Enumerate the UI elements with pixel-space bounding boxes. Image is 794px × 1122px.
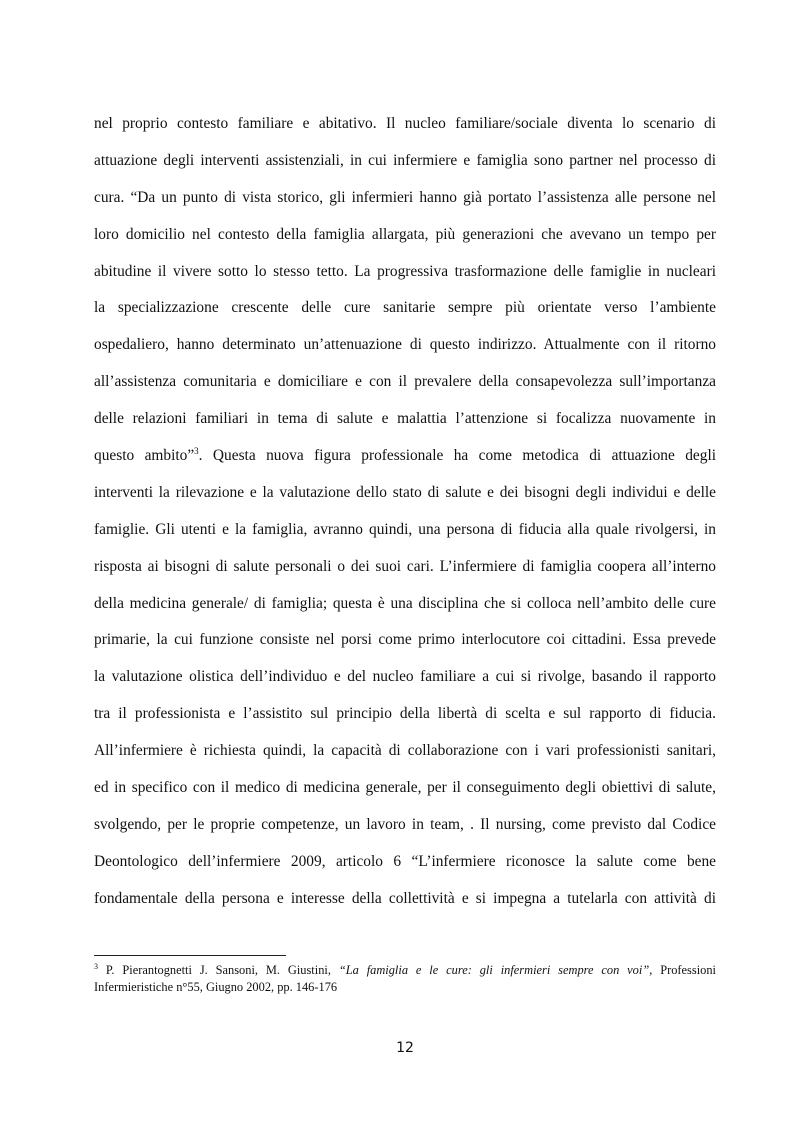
- body-text-segment: . Questa nuova figura professionale ha come metodica di attuazione degli: [198, 447, 716, 465]
- body-line: abitudine il vivere sotto lo stesso tetto. La progressiva trasformazione delle famiglie in nucleari: [94, 262, 716, 280]
- footnote-line: Infermieristiche n°55, Giugno 2002, pp. 146-176: [94, 979, 338, 994]
- body-line-with-footnote-ref: [94, 438, 716, 475]
- body-line: della medicina generale/ di famiglia; questa è una disciplina che si colloca nell’ambito delle cure: [94, 594, 716, 612]
- body-line: interventi la rilevazione e la valutazione dello stato di salute e dei bisogni degli individui e delle: [94, 483, 716, 501]
- body-line: ospedaliero, hanno determinato un’attenuazione di questo indirizzo. Attualmente con il ritorno: [94, 336, 716, 354]
- footnote-authors: P. Pierantognetti J. Sansoni, M. Giustini,: [98, 963, 339, 977]
- body-line: nel proprio contesto familiare e abitativo. Il nucleo familiare/sociale diventa lo scenario di: [94, 115, 716, 132]
- footnote-line: [94, 962, 716, 979]
- body-line: All’infermiere è richiesta quindi, la capacità di collaborazione con i vari professionisti sanitari,: [94, 742, 716, 760]
- footnote-title: “La famiglia e le cure: gli infermieri sempre con voi”: [338, 963, 650, 977]
- body-line: famiglie. Gli utenti e la famiglia, avranno quindi, una persona di fiducia alla quale rivolgersi, in: [94, 520, 716, 538]
- body-line: fondamentale della persona e interesse della collettività e si impegna a tutelarla con attività di: [94, 889, 716, 907]
- body-line: tra il professionista e l’assistito sul principio della libertà di scelta e sul rapporto di fiducia.: [94, 705, 716, 723]
- body-line: delle relazioni familiari in tema di salute e malattia l’attenzione si focalizza nuovamente in: [94, 410, 716, 428]
- body-line: all’assistenza comunitaria e domiciliare e con il prevalere della consapevolezza sull’importanza: [94, 373, 716, 391]
- body-paragraph: [94, 106, 716, 918]
- body-line: loro domicilio nel contesto della famiglia allargata, più generazioni che avevano un tempo per: [94, 225, 716, 243]
- footnote-separator: [94, 955, 286, 956]
- page-number: 12: [396, 1040, 414, 1056]
- body-text-segment: questo ambito”: [94, 447, 195, 465]
- body-line: cura. “Da un punto di vista storico, gli infermieri hanno già portato l’assistenza alle persone nel: [94, 188, 716, 206]
- body-line: ed in specifico con il medico di medicina generale, per il conseguimento degli obiettivi di salute,: [94, 779, 716, 797]
- footnote-source: , Professioni: [649, 963, 716, 977]
- body-line: Deontologico dell’infermiere 2009, articolo 6 “L’infermiere riconosce la salute come bene: [94, 852, 716, 870]
- body-line: svolgendo, per le proprie competenze, un lavoro in team, . Il nursing, come previsto dal Codice: [94, 815, 716, 833]
- body-line: la valutazione olistica dell’individuo e del nucleo familiare a cui si rivolge, basando il rapporto: [94, 668, 716, 686]
- footnote-marker: 3: [94, 961, 98, 971]
- footnote: [94, 962, 716, 995]
- body-line: risposta ai bisogni di salute personali o dei suoi cari. L’infermiere di famiglia coopera all’interno: [94, 557, 716, 575]
- body-line: la specializzazione crescente delle cure sanitarie sempre più orientate verso l’ambiente: [94, 299, 716, 317]
- body-line: attuazione degli interventi assistenziali, in cui infermiere e famiglia sono partner nel processo di: [94, 151, 716, 169]
- footnote-reference[interactable]: 3: [194, 445, 199, 456]
- body-line: primarie, la cui funzione consiste nel porsi come primo interlocutore coi cittadini. Essa prevede: [94, 631, 716, 649]
